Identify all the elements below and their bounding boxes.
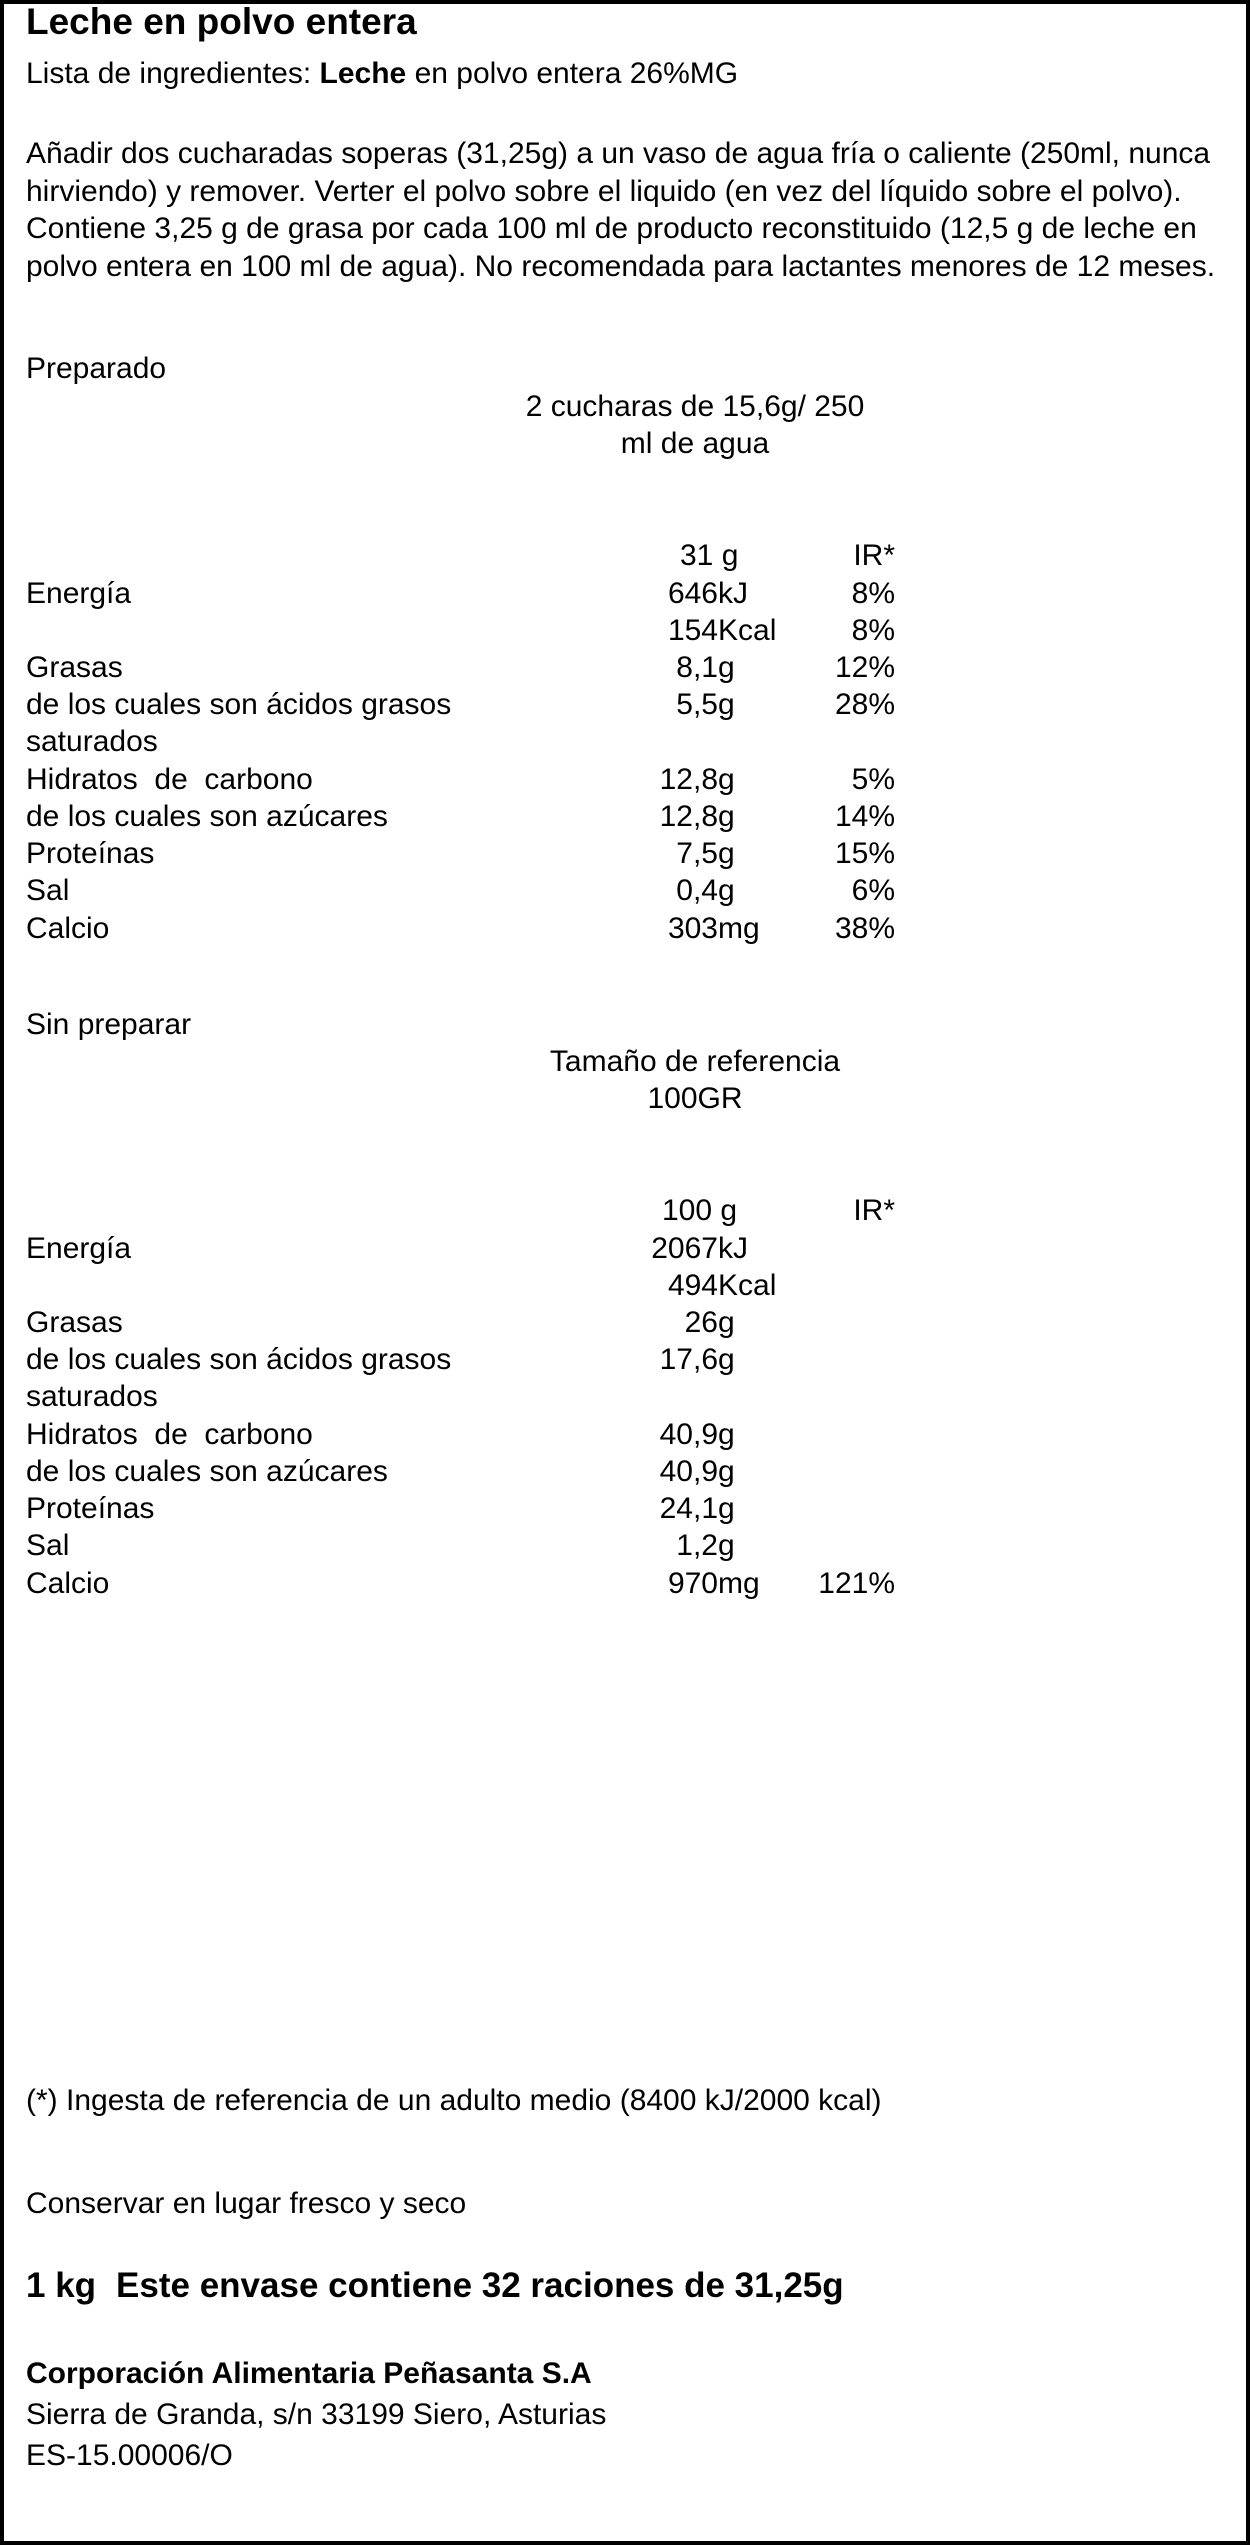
prepared-sugars-unit: g bbox=[718, 800, 735, 833]
prepared-sugars-ir: 14% bbox=[834, 800, 895, 833]
product-title: Leche en polvo entera bbox=[26, 1, 417, 42]
prepared-saturated-label-1: de los cuales son ácidos grasos bbox=[26, 688, 452, 721]
ingredients-line bbox=[26, 55, 738, 92]
unprepared-calcium-ir: 121% bbox=[818, 1567, 895, 1600]
prepared-salt-unit: g bbox=[718, 874, 735, 907]
prepared-saturated-label-2: saturados bbox=[26, 725, 158, 758]
unprepared-portion-line2: 100GR bbox=[647, 1082, 743, 1115]
ingredients-label: Lista de ingredientes: bbox=[26, 57, 320, 90]
prepared-fat-label: Grasas bbox=[26, 651, 123, 684]
prepared-col-amount: 31 g bbox=[680, 539, 739, 572]
unprepared-sugars-value: 40,9 bbox=[659, 1455, 718, 1488]
ingredients-rest: en polvo entera 26%MG bbox=[406, 57, 739, 90]
preparation-instructions: Añadir dos cucharadas soperas (31,25g) a un vaso de agua fría o caliente (250ml, nunca hirviendo) y remover. Verter el polvo sobre el liquido (en vez del líquido sobre el polvo). Contiene 3,25 g de grasa por cada 100 ml de producto reconstituido (12,5 g de leche en polvo entera en 100 ml de agua). No recomendada para lactantes menores de 12 meses. bbox=[26, 137, 1216, 283]
prepared-sugars-label: de los cuales son azúcares bbox=[26, 800, 388, 833]
prepared-fat-value: 8,1 bbox=[676, 651, 718, 684]
unprepared-fat-unit: g bbox=[718, 1306, 735, 1339]
prepared-carbs-label: Hidratos de carbono bbox=[26, 763, 313, 796]
prepared-calcium-label: Calcio bbox=[26, 912, 110, 945]
company-name: Corporación Alimentaria Peñasanta S.A bbox=[26, 2357, 592, 2390]
prepared-protein-ir: 15% bbox=[834, 837, 895, 870]
unprepared-energy-kcal-value: 494 bbox=[667, 1269, 718, 1302]
unprepared-col-amount: 100 g bbox=[662, 1194, 738, 1227]
unprepared-energy-kcal-unit: Kcal bbox=[718, 1269, 777, 1302]
unprepared-calcium-value: 970 bbox=[667, 1567, 718, 1600]
prepared-energy-kcal-unit: Kcal bbox=[718, 614, 777, 647]
unprepared-salt-value: 1,2 bbox=[676, 1529, 718, 1562]
unprepared-energy-kj-value: 2067 bbox=[651, 1232, 718, 1265]
prepared-salt-value: 0,4 bbox=[676, 874, 718, 907]
unprepared-protein-value: 24,1 bbox=[659, 1492, 718, 1525]
unprepared-salt-label: Sal bbox=[26, 1529, 70, 1562]
unprepared-sugars-unit: g bbox=[718, 1455, 735, 1488]
prepared-protein-unit: g bbox=[718, 837, 735, 870]
unprepared-sugars-label: de los cuales son azúcares bbox=[26, 1455, 388, 1488]
prepared-portion-line1: 2 cucharas de 15,6g/ 250 bbox=[525, 390, 865, 423]
net-weight: 1 kg bbox=[26, 2266, 97, 2305]
prepared-protein-label: Proteínas bbox=[26, 837, 155, 870]
prepared-sugars-value: 12,8 bbox=[659, 800, 718, 833]
ingredients-allergen: Leche bbox=[319, 57, 407, 90]
prepared-col-ir: IR* bbox=[853, 539, 895, 572]
company-address: Sierra de Granda, s/n 33199 Siero, Asturias bbox=[26, 2398, 607, 2431]
prepared-energy-kcal-value: 154 bbox=[667, 614, 718, 647]
prepared-energy-label: Energía bbox=[26, 577, 132, 610]
unprepared-saturated-unit: g bbox=[718, 1343, 735, 1376]
prepared-energy-kj-unit: kJ bbox=[718, 577, 748, 610]
unprepared-protein-unit: g bbox=[718, 1492, 735, 1525]
prepared-carbs-unit: g bbox=[718, 763, 735, 796]
servings-statement: Este envase contiene 32 raciones de 31,25g bbox=[116, 2266, 844, 2305]
storage-instructions: Conservar en lugar fresco y seco bbox=[26, 2187, 467, 2220]
prepared-heading: Preparado bbox=[26, 352, 167, 385]
unprepared-carbs-value: 40,9 bbox=[659, 1418, 718, 1451]
prepared-calcium-unit: mg bbox=[718, 912, 760, 945]
net-content-line bbox=[26, 2266, 844, 2306]
unprepared-saturated-value: 17,6 bbox=[659, 1343, 718, 1376]
prepared-salt-ir: 6% bbox=[851, 874, 895, 907]
prepared-salt-label: Sal bbox=[26, 874, 70, 907]
prepared-fat-unit: g bbox=[718, 651, 735, 684]
unprepared-carbs-unit: g bbox=[718, 1418, 735, 1451]
unprepared-heading: Sin preparar bbox=[26, 1008, 192, 1041]
prepared-carbs-value: 12,8 bbox=[659, 763, 718, 796]
unprepared-carbs-label: Hidratos de carbono bbox=[26, 1418, 313, 1451]
unprepared-fat-value: 26 bbox=[684, 1306, 718, 1339]
prepared-energy-kcal-ir: 8% bbox=[851, 614, 895, 647]
prepared-protein-value: 7,5 bbox=[676, 837, 718, 870]
prepared-carbs-ir: 5% bbox=[851, 763, 895, 796]
prepared-calcium-ir: 38% bbox=[834, 912, 895, 945]
prepared-saturated-value: 5,5 bbox=[676, 688, 718, 721]
unprepared-portion-line1: Tamaño de referencia bbox=[549, 1045, 841, 1078]
unprepared-saturated-label-1: de los cuales son ácidos grasos bbox=[26, 1343, 452, 1376]
prepared-fat-ir: 12% bbox=[834, 651, 895, 684]
unprepared-fat-label: Grasas bbox=[26, 1306, 123, 1339]
unprepared-protein-label: Proteínas bbox=[26, 1492, 155, 1525]
prepared-saturated-ir: 28% bbox=[834, 688, 895, 721]
unprepared-calcium-unit: mg bbox=[718, 1567, 760, 1600]
prepared-saturated-unit: g bbox=[718, 688, 735, 721]
unprepared-energy-kj-unit: kJ bbox=[718, 1232, 748, 1265]
unprepared-col-ir: IR* bbox=[853, 1194, 895, 1227]
unprepared-saturated-label-2: saturados bbox=[26, 1380, 158, 1413]
unprepared-calcium-label: Calcio bbox=[26, 1567, 110, 1600]
prepared-energy-kj-value: 646 bbox=[667, 577, 718, 610]
prepared-portion-line2: ml de agua bbox=[620, 427, 770, 460]
health-registry-number: ES-15.00006/O bbox=[26, 2439, 233, 2472]
unprepared-energy-label: Energía bbox=[26, 1232, 132, 1265]
prepared-calcium-value: 303 bbox=[667, 912, 718, 945]
unprepared-salt-unit: g bbox=[718, 1529, 735, 1562]
prepared-energy-kj-ir: 8% bbox=[851, 577, 895, 610]
reference-intake-footnote: (*) Ingesta de referencia de un adulto medio (8400 kJ/2000 kcal) bbox=[26, 2084, 882, 2117]
